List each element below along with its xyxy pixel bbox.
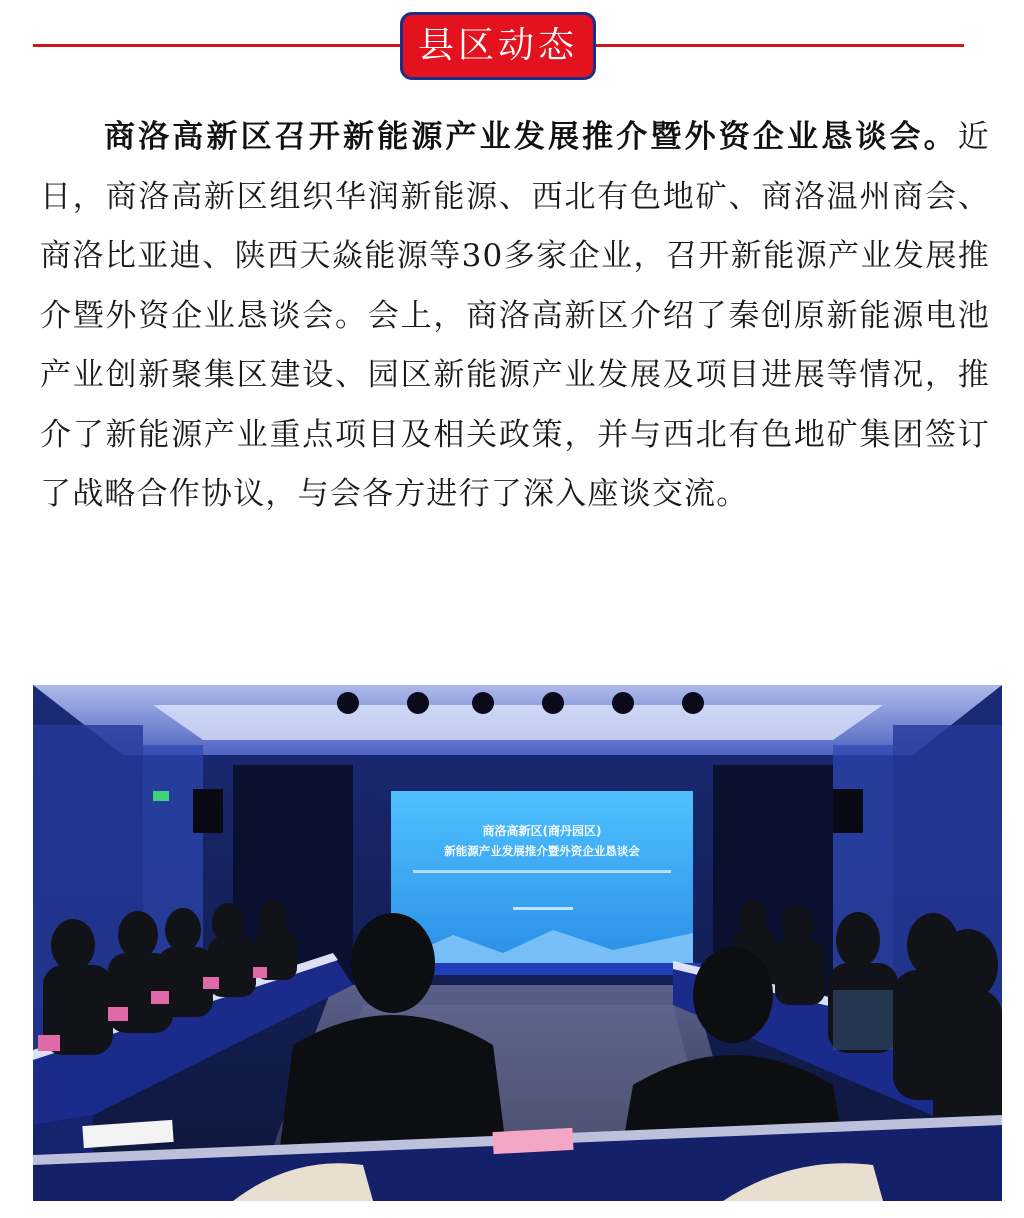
header-divider-right: [596, 44, 964, 47]
article-headline: 商洛高新区召开新能源产业发展推介暨外资企业恳谈会。: [104, 119, 958, 155]
section-title-badge: 县区动态: [400, 12, 596, 80]
screen-title-line2: 新能源产业发展推介暨外资企业恳谈会: [444, 844, 640, 858]
header-divider-left: [33, 44, 401, 47]
article-paragraph: [40, 108, 990, 525]
article-body: 近日，商洛高新区组织华润新能源、西北有色地矿、商洛温州商会、商洛比亚迪、陕西天焱能源等30多家企业，召开新能源产业发展推介暨外资企业恳谈会。会上，商洛高新区介绍了秦创原新能源电池产业创新聚集区建设、园区新能源产业发展及项目进展等情况，推介了新能源产业重点项目及相关政策，并与西北有色地矿集团签订了战略合作协议，与会各方进行了深入座谈交流。: [40, 119, 990, 512]
section-header: [0, 0, 1024, 90]
screen-title-line1: 商洛高新区(商丹园区): [482, 824, 602, 838]
meeting-photo: [33, 685, 1002, 1201]
